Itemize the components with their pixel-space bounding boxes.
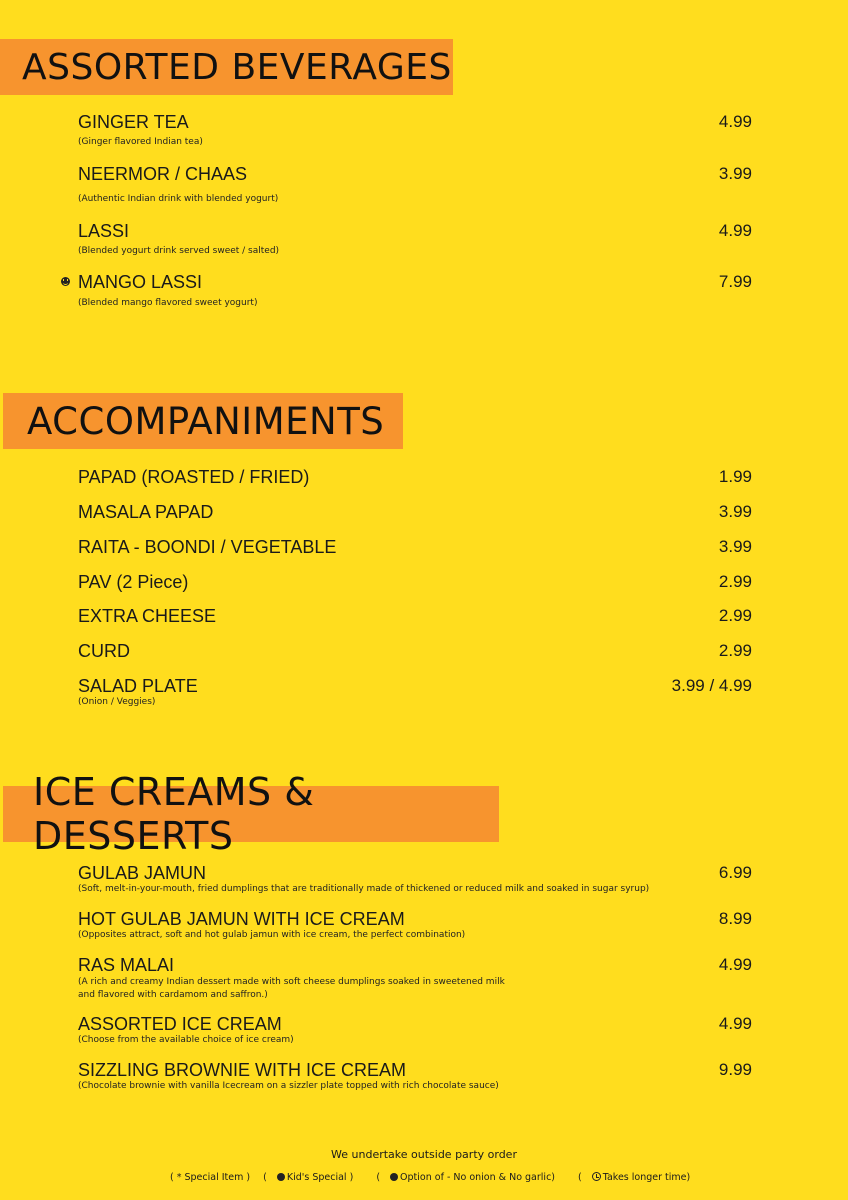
section-title-text: ICE CREAMS & DESSERTS <box>33 770 315 858</box>
item-description: (Blended yogurt drink served sweet / salted) <box>78 246 280 256</box>
no-onion-garlic-icon <box>390 1173 398 1181</box>
item-price: 3.99 <box>718 502 752 521</box>
item-description: (Chocolate brownie with vanilla Icecream on a sizzler plate topped with rich chocolate sauce) <box>78 1081 499 1091</box>
section-title-desserts <box>3 770 499 858</box>
item-price: 3.99 <box>718 537 752 556</box>
section-title-beverages <box>0 39 453 95</box>
section-title-text: ACCOMPANIMENTS <box>27 399 385 443</box>
item-name: HOT GULAB JAMUN WITH ICE CREAM <box>78 909 405 929</box>
item-description: (Blended mango flavored sweet yogurt) <box>78 298 258 308</box>
item-price: 4.99 <box>718 1014 752 1033</box>
legend-time-open: ( <box>578 1172 582 1183</box>
item-name: GINGER TEA <box>78 112 189 132</box>
item-name: EXTRA CHEESE <box>78 606 217 626</box>
item-price: 6.99 <box>718 863 752 882</box>
legend-time-text: Takes longer time) <box>602 1172 691 1183</box>
item-name: PAV (2 Piece) <box>78 572 189 592</box>
item-description: (Opposites attract, soft and hot gulab jamun with ice cream, the perfect combination) <box>78 930 466 940</box>
item-price: 4.99 <box>718 112 752 131</box>
item-price: 2.99 <box>718 572 752 591</box>
legend-special-item: ( * Special Item ) <box>170 1172 251 1183</box>
section-title-text: ASSORTED BEVERAGES <box>22 46 452 88</box>
legend-option-open: ( <box>376 1172 381 1183</box>
kids-special-icon <box>277 1173 285 1181</box>
item-name: NEERMOR / CHAAS <box>78 164 248 184</box>
item-description: (A rich and creamy Indian dessert made with soft cheese dumplings soaked in sweetened milk <box>78 977 505 987</box>
item-name: SIZZLING BROWNIE WITH ICE CREAM <box>78 1060 407 1080</box>
item-name: MASALA PAPAD <box>78 502 214 522</box>
clock-icon <box>592 1172 601 1181</box>
item-name: GULAB JAMUN <box>78 863 207 883</box>
legend <box>170 1172 710 1183</box>
legend-kids-special <box>263 1172 363 1183</box>
item-description: (Onion / Veggies) <box>78 697 156 707</box>
item-description: (Ginger flavored Indian tea) <box>78 137 203 147</box>
item-price: 2.99 <box>718 606 752 625</box>
item-price: 7.99 <box>718 272 752 291</box>
legend-option-text: Option of - No onion & No garlic) <box>400 1172 555 1183</box>
item-price: 9.99 <box>718 1060 752 1079</box>
legend-time <box>578 1172 700 1183</box>
item-name: RAS MALAI <box>78 955 175 975</box>
item-name: LASSI <box>78 221 130 241</box>
item-price: 3.99 / 4.99 <box>671 676 752 695</box>
item-price: 8.99 <box>718 909 752 928</box>
item-price: 4.99 <box>718 955 752 974</box>
item-name: SALAD PLATE <box>78 676 198 696</box>
party-order-note: We undertake outside party order <box>331 1148 517 1161</box>
kids-special-icon <box>61 277 70 286</box>
legend-kids-open: ( <box>263 1172 267 1183</box>
item-name: MANGO LASSI <box>78 272 203 292</box>
item-description: (Authentic Indian drink with blended yogurt) <box>78 194 279 204</box>
legend-option <box>376 1172 565 1183</box>
item-price: 2.99 <box>718 641 752 660</box>
item-name: ASSORTED ICE CREAM <box>78 1014 282 1034</box>
item-name: CURD <box>78 641 130 661</box>
legend-kids-text: Kid's Special ) <box>286 1172 354 1183</box>
item-name: RAITA - BOONDI / VEGETABLE <box>78 537 337 557</box>
item-price: 4.99 <box>718 221 752 240</box>
item-price: 1.99 <box>718 467 752 486</box>
item-description: (Soft, melt-in-your-mouth, fried dumplings that are traditionally made of thickened or reduced milk and soaked in sugar syrup) <box>78 884 650 894</box>
item-description: (Choose from the available choice of ice cream) <box>78 1035 294 1045</box>
item-name: PAPAD (ROASTED / FRIED) <box>78 467 310 487</box>
item-price: 3.99 <box>718 164 752 183</box>
item-description-line-2: and flavored with cardamom and saffron.) <box>78 990 268 1000</box>
section-title-accompaniments <box>3 393 403 449</box>
